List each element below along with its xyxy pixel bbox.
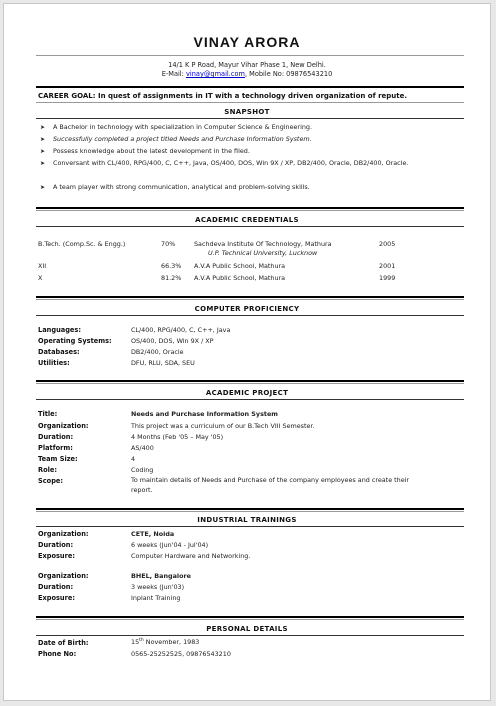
training-label: Exposure:: [38, 552, 75, 560]
training-label: Duration:: [38, 541, 74, 549]
computer-label: Databases:: [38, 348, 80, 356]
section-rule: [36, 383, 464, 384]
goal-bottom-rule: [36, 102, 464, 103]
training-label: Organization:: [38, 572, 89, 580]
resume-page: VINAY ARORA 14/1 K P Road, Mayur Vihar Phase 1, New Delhi. E-Mail: vinay@gmail.com, Mobile No: 09876543210 CAREER GOAL: In quest of assignments in IT with a technology driven organization of repute. SNAPSHOT ➤ A Bachelor in technology with specialization in Computer Science & Engineering. ➤ Successfully completed a project titled Needs and Purchase Information System. ➤ Possess knowledge about the latest development in the filed. ➤ Conversant with CL/400, RPG/400, C, C++, Java, OS/400, DOS, Win 9X / XP, DB2/400, Oracle, DB2/400, Oracle. ➤ A team player with strong communication, analytical and problem-solving skills. ACADEMIC CREDENTIALS B.Tech. (Comp.Sc. & Engg.) 70% Sachdeva Institute Of Technology, Mathura U.P. Technical University, Lucknow 2005 XII 66.3% A.V.A Public School, Mathura 2001 X 81.2% A.V.A Public School, Mathura 1999 COMPUTER PROFICIENCY Languages: CL/400, RPG/400, C, C++, Java Operating Systems: OS/400, DOS, Win 9X / XP Databases: DB2/400, Oracle Utilities: DFU, RLU, SDA, SEU ACADEMIC PROJECT Title: Needs and Purchase Information System Organization: This project was a curriculum of our B.Tech VIII Semester. Duration: 4 Months (Feb '05 – May '05) Platform: AS/400 Team Size: 4 Role: Coding Scope: To maintain details of Needs and Purchase of the company employees and create their report. INDUSTRIAL TRAININGS Organization: CETE, Noida Duration: 6 weeks (Jun'04 - Jul'04) Exposure: Computer Hardware and Networking. Organization: BHEL, Bangalore Duration: 3 weeks (Jun'03) Exposure: Inplant Training PERSONAL DETAILS Date of Birth: 15th November, 1983 Phone No: 0565-25252525, 09876543210: [3, 3, 491, 701]
project-label: Scope:: [38, 477, 64, 485]
phone-value: 0565-25252525, 09876543210: [131, 650, 231, 658]
academic-score: 66.3%: [161, 262, 182, 270]
academic-degree: X: [38, 274, 43, 282]
training-label: Organization:: [38, 530, 89, 538]
academic-degree: XII: [38, 262, 47, 270]
academic-year: 2005: [379, 240, 396, 248]
academic-institute: A.V.A Public School, Mathura: [194, 262, 286, 270]
dob-value: 15th November, 1983: [131, 638, 200, 647]
academic-year: 1999: [379, 274, 396, 282]
academic-score: 70%: [161, 240, 176, 248]
computer-value: DFU, RLU, SDA, SEU: [131, 359, 195, 367]
section-rule: [36, 210, 464, 211]
project-label: Role:: [38, 466, 57, 474]
computer-label: Utilities:: [38, 359, 70, 367]
training-value: BHEL, Bangalore: [131, 572, 191, 580]
goal-top-rule: [36, 86, 464, 88]
mobile-text: , Mobile No: 09876543210: [244, 70, 333, 78]
academic-rule: [36, 226, 464, 227]
personal-title: PERSONAL DETAILS: [206, 625, 288, 633]
training-label: Duration:: [38, 583, 74, 591]
project-value: This project was a curriculum of our B.Tech VIII Semester.: [131, 422, 315, 430]
project-label: Title:: [38, 410, 58, 418]
academic-year: 2001: [379, 262, 396, 270]
header-divider: [36, 55, 464, 56]
project-label: Platform:: [38, 444, 73, 452]
project-rule: [36, 399, 464, 400]
arrow-bullet-icon: ➤: [40, 148, 46, 155]
project-label: Duration:: [38, 433, 74, 441]
training-value: 3 weeks (Jun'03): [131, 583, 185, 591]
academic-institute: A.V.A Public School, Mathura: [194, 274, 286, 282]
project-label: Organization:: [38, 422, 89, 430]
project-value: To maintain details of Needs and Purchase of the company employees and create their report.: [131, 476, 410, 494]
computer-label: Languages:: [38, 326, 81, 334]
project-value: AS/400: [131, 444, 154, 452]
snapshot-rule: [36, 118, 464, 119]
computer-rule: [36, 315, 464, 316]
computer-value: OS/400, DOS, Win 9X / XP: [131, 337, 214, 345]
section-rule: [36, 207, 464, 209]
project-value: Coding: [131, 466, 154, 474]
academic-degree: B.Tech. (Comp.Sc. & Engg.): [38, 240, 126, 248]
computer-value: DB2/400, Oracle: [131, 348, 184, 356]
training-value: Computer Hardware and Networking.: [131, 552, 251, 560]
training-label: Exposure:: [38, 594, 75, 602]
training-value: CETE, Noida: [131, 530, 175, 538]
section-rule: [36, 511, 464, 512]
academic-score: 81.2%: [161, 274, 182, 282]
candidate-name: VINAY ARORA: [193, 34, 301, 50]
training-value: Inplant Training: [131, 594, 181, 602]
project-value: 4 Months (Feb '05 – May '05): [131, 433, 224, 441]
section-rule: [36, 380, 464, 382]
career-goal: CAREER GOAL: In quest of assignments in IT with a technology driven organization of repute.: [38, 92, 408, 100]
arrow-bullet-icon: ➤: [40, 136, 46, 143]
academic-title: ACADEMIC CREDENTIALS: [195, 216, 299, 224]
section-rule: [36, 296, 464, 298]
academic-university: U.P. Technical University, Lucknow: [208, 249, 318, 257]
computer-title: COMPUTER PROFICIENCY: [194, 305, 300, 313]
computer-value: CL/400, RPG/400, C, C++, Java: [131, 326, 231, 334]
section-rule: [36, 616, 464, 618]
arrow-bullet-icon: ➤: [40, 124, 46, 131]
email-label: E-Mail:: [161, 70, 184, 78]
address-line: 14/1 K P Road, Mayur Vihar Phase 1, New Delhi.: [168, 61, 326, 69]
trainings-rule: [36, 526, 464, 527]
training-value: 6 weeks (Jun'04 - Jul'04): [131, 541, 209, 549]
arrow-bullet-icon: ➤: [40, 160, 46, 167]
personal-rule: [36, 635, 464, 636]
project-label: Team Size:: [38, 455, 78, 463]
arrow-bullet-icon: ➤: [40, 184, 46, 191]
section-rule: [36, 299, 464, 300]
section-rule: [36, 508, 464, 510]
phone-label: Phone No:: [38, 650, 77, 658]
computer-label: Operating Systems:: [38, 337, 112, 345]
contact-line: [4, 70, 490, 78]
trainings-title: INDUSTRIAL TRAININGS: [197, 516, 297, 524]
academic-institute: Sachdeva Institute Of Technology, Mathura: [194, 240, 332, 248]
project-value: 4: [131, 455, 136, 463]
section-rule: [36, 619, 464, 620]
dob-label: Date of Birth:: [38, 639, 89, 647]
project-title: ACADEMIC PROJECT: [205, 389, 289, 397]
project-value: Needs and Purchase Information System: [131, 410, 278, 418]
email-link[interactable]: vinay@gmail.com: [185, 70, 245, 78]
snapshot-title: SNAPSHOT: [224, 108, 270, 116]
